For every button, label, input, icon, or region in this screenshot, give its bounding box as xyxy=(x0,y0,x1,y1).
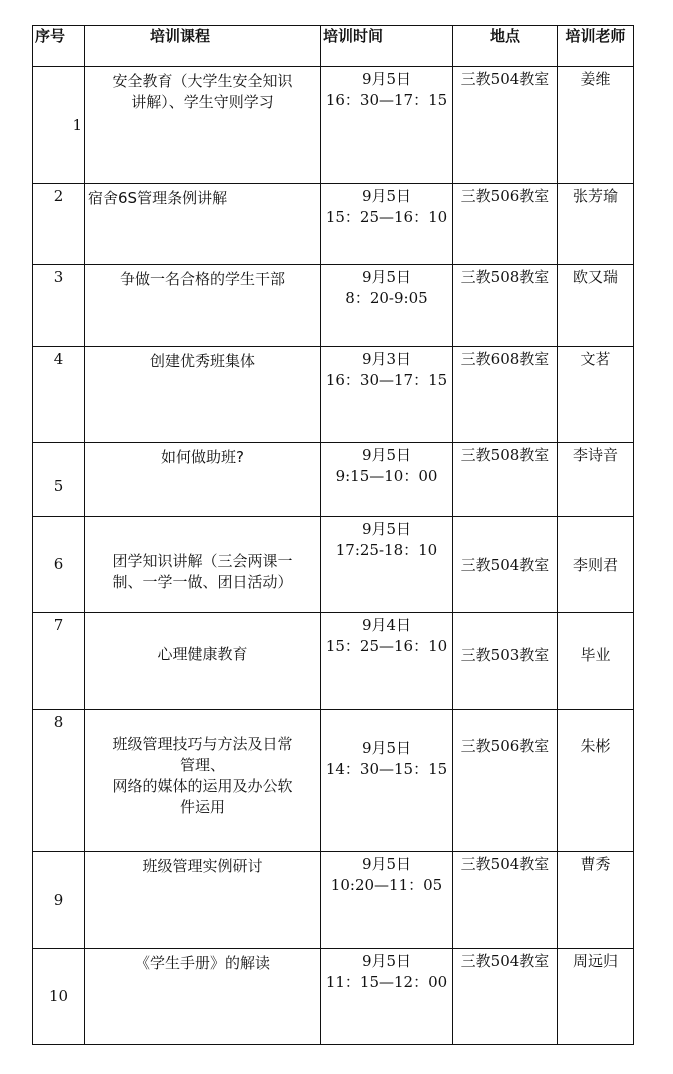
time-date: 9月5日 xyxy=(361,187,412,205)
time-cell xyxy=(321,347,453,443)
course-line: 团学知识讲解（三会两课一 xyxy=(112,551,293,570)
time-range: 10:20—11：05 xyxy=(330,876,443,894)
place-cell: 三教504教室 xyxy=(453,852,558,949)
teacher-cell: 周远归 xyxy=(558,949,634,1045)
course-cell xyxy=(85,517,321,613)
course-line: 如何做助班? xyxy=(161,448,244,466)
teacher-cell: 李则君 xyxy=(558,517,634,613)
time-date: 9月5日 xyxy=(361,520,412,538)
place-cell: 三教508教室 xyxy=(453,265,558,347)
row-number: 4 xyxy=(33,347,85,443)
course-cell xyxy=(85,949,321,1045)
header-time: 培训时间 xyxy=(321,26,453,67)
course-cell xyxy=(85,347,321,443)
table-row xyxy=(33,184,634,265)
table-row xyxy=(33,613,634,710)
course-line: 网络的媒体的运用及办公软 xyxy=(112,777,293,795)
time-date: 9月5日 xyxy=(361,855,412,873)
time-cell xyxy=(321,949,453,1045)
time-date: 9月4日 xyxy=(361,616,412,634)
course-line: 宿舍6S管理条例讲解 xyxy=(88,189,228,207)
time-range: 8：20-9:05 xyxy=(345,289,428,307)
course-cell xyxy=(85,265,321,347)
row-number: 2 xyxy=(33,184,85,265)
course-cell xyxy=(85,184,321,265)
row-number: 7 xyxy=(33,613,85,710)
teacher-cell: 毕业 xyxy=(558,613,634,710)
course-line: 管理、 xyxy=(179,756,225,774)
time-date: 9月5日 xyxy=(361,70,412,88)
time-cell xyxy=(321,613,453,710)
course-line: 安全教育（大学生安全知识 xyxy=(112,72,293,90)
course-cell xyxy=(85,710,321,852)
row-number: 9 xyxy=(33,852,85,949)
teacher-name: 姜维 xyxy=(580,70,611,88)
course-line: 争做一名合格的学生干部 xyxy=(119,270,285,288)
row-number: 5 xyxy=(33,443,85,517)
time-range: 16：30—17：15 xyxy=(325,371,448,389)
table-row xyxy=(33,443,634,517)
course-line: 件运用 xyxy=(179,798,225,816)
teacher-cell: 欧又瑞 xyxy=(558,265,634,347)
course-line: 《学生手册》的解读 xyxy=(134,954,270,972)
table-row xyxy=(33,852,634,949)
time-date: 9月5日 xyxy=(361,739,412,757)
place-cell: 三教504教室 xyxy=(453,517,558,613)
course-line: 制、一学一做、团日活动） xyxy=(112,572,293,591)
course-line: 心理健康教育 xyxy=(157,644,248,663)
place-cell: 三教503教室 xyxy=(453,613,558,710)
table-row xyxy=(33,517,634,613)
course-cell xyxy=(85,67,321,184)
place-cell: 三教504教室 xyxy=(453,949,558,1045)
time-cell xyxy=(321,265,453,347)
training-schedule-table xyxy=(32,25,634,1045)
place-cell: 三教504教室 xyxy=(453,67,558,184)
course-line: 班级管理实例研讨 xyxy=(142,857,263,875)
teacher-cell: 曹秀 xyxy=(558,852,634,949)
training-schedule-sheet xyxy=(32,25,633,1044)
teacher-cell: 朱彬 xyxy=(558,710,634,852)
row-number: 1 xyxy=(33,67,85,184)
teacher-cell: 张芳瑜 xyxy=(558,184,634,265)
row-number: 10 xyxy=(33,949,85,1045)
time-range: 16：30—17：15 xyxy=(325,91,448,109)
header-course: 培训课程 xyxy=(85,26,321,67)
time-range: 15：25—16：10 xyxy=(325,208,448,226)
course-cell xyxy=(85,613,321,710)
time-date: 9月5日 xyxy=(361,446,412,464)
time-range: 17:25-18：10 xyxy=(335,541,438,559)
table-row xyxy=(33,265,634,347)
row-number: 3 xyxy=(33,265,85,347)
place-cell: 三教508教室 xyxy=(453,443,558,517)
time-cell xyxy=(321,67,453,184)
teacher-cell xyxy=(558,67,634,184)
table-row xyxy=(33,710,634,852)
place-cell: 三教608教室 xyxy=(453,347,558,443)
time-date: 9月5日 xyxy=(361,268,412,286)
time-cell xyxy=(321,517,453,613)
row-number: 6 xyxy=(33,517,85,613)
header-no: 序号 xyxy=(33,26,85,67)
time-cell xyxy=(321,443,453,517)
table-row xyxy=(33,67,634,184)
course-cell xyxy=(85,852,321,949)
time-range: 15：25—16：10 xyxy=(325,637,448,655)
course-line: 创建优秀班集体 xyxy=(149,352,255,370)
time-date: 9月5日 xyxy=(361,952,412,970)
course-line: 班级管理技巧与方法及日常 xyxy=(112,735,293,753)
header-row xyxy=(33,26,634,67)
time-range: 11：15—12：00 xyxy=(325,973,448,991)
header-teacher: 培训老师 xyxy=(558,26,634,67)
place-cell: 三教506教室 xyxy=(453,710,558,852)
time-cell xyxy=(321,184,453,265)
table-row xyxy=(33,949,634,1045)
time-range: 14：30—15：15 xyxy=(325,760,448,778)
course-line: 讲解）、学生守则学习 xyxy=(131,93,274,111)
time-range: 9:15—10：00 xyxy=(335,467,438,485)
row-number: 8 xyxy=(33,710,85,852)
course-cell xyxy=(85,443,321,517)
time-date: 9月3日 xyxy=(361,350,412,368)
time-cell xyxy=(321,852,453,949)
teacher-cell: 李诗音 xyxy=(558,443,634,517)
teacher-cell: 文茗 xyxy=(558,347,634,443)
time-cell xyxy=(321,710,453,852)
table-row xyxy=(33,347,634,443)
header-place: 地点 xyxy=(453,26,558,67)
place-cell: 三教506教室 xyxy=(453,184,558,265)
